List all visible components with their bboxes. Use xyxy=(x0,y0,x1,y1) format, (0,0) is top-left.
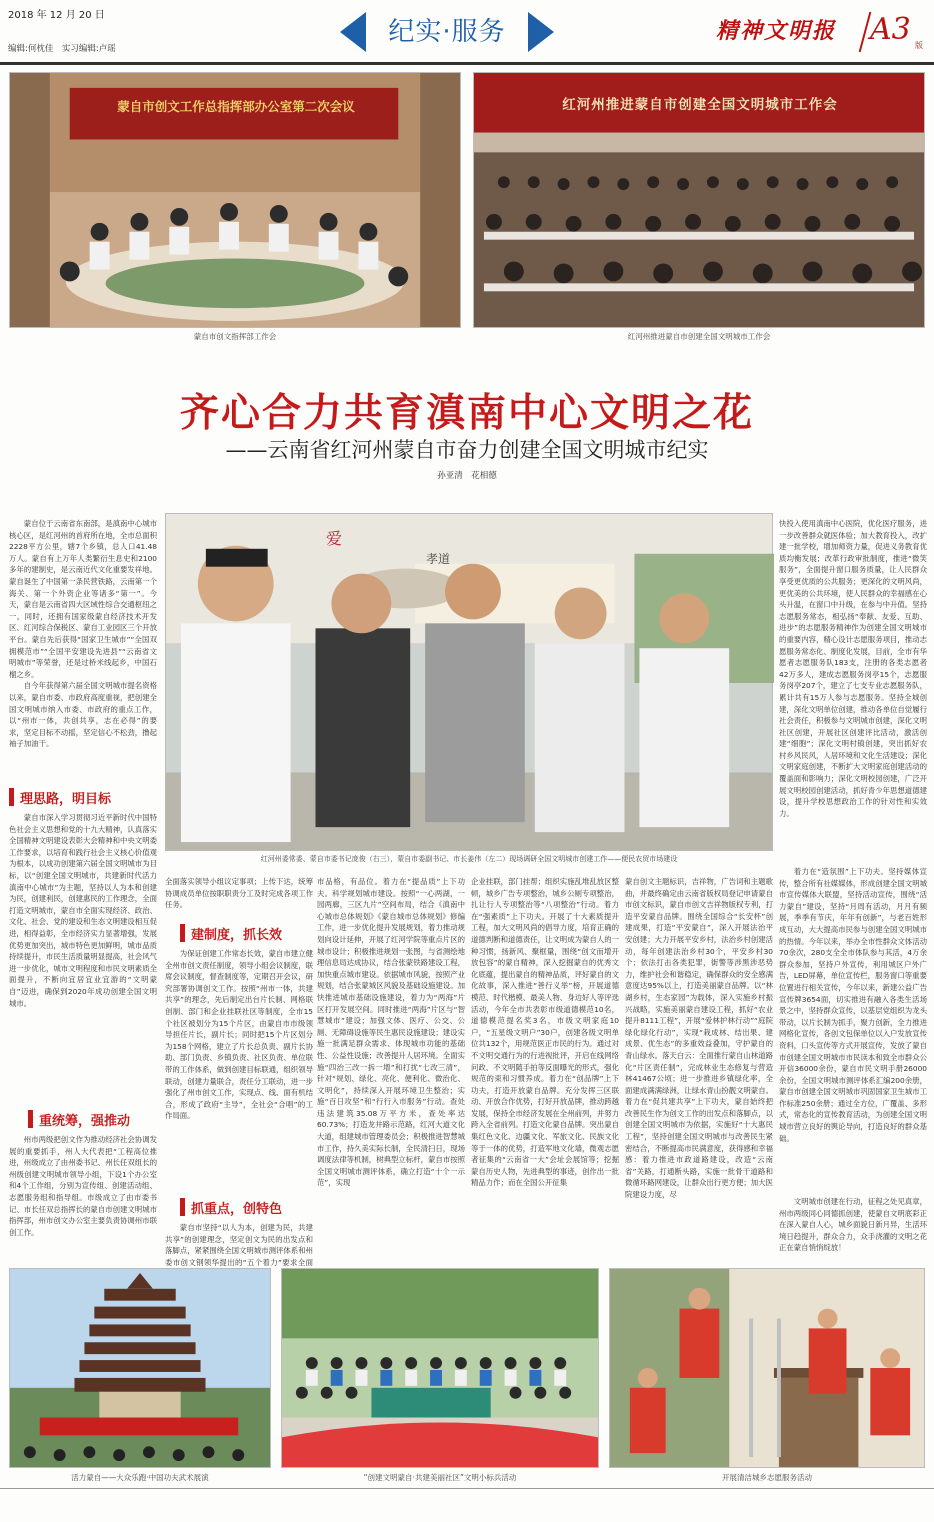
column-2c xyxy=(165,1222,313,1267)
photo-meeting-right xyxy=(473,72,925,328)
photo-meeting-left xyxy=(9,72,461,328)
caption-pagoda: 活力蒙自——大众乐跑·中国功夫武术展演 xyxy=(71,1473,209,1482)
section-title: 纪实·服务 xyxy=(388,17,506,47)
column-6 xyxy=(779,518,927,864)
subhead-goals: 理思路，明目标 xyxy=(9,786,157,808)
para-col2-top: 全面落实领导小组议定事项；上传下达，统筹协调成员单位按职职责分工及时完成各项工作任务。 xyxy=(165,877,313,910)
section-tab xyxy=(340,10,554,54)
column-1 xyxy=(9,518,157,750)
photo-volunteers xyxy=(609,1268,925,1468)
page-suffix: 版 xyxy=(915,41,923,50)
para-priorities: 蒙自市坚持“以人为本，创建为民，共建共享”的创建理念，坚定创文为民的出发点和落脚点，紧紧围绕全国文明城市测评体系和州委市创文钢领华提出的“五个着力”要求全面 xyxy=(165,1223,313,1267)
issue-date: 2018 年 12 月 20 日 xyxy=(8,10,105,21)
photo-sign-right: 孝道 xyxy=(426,552,451,566)
subhead-system: 建制度，抓长效 xyxy=(180,922,310,944)
subheadline: ——云南省红河州蒙自市奋力创建全国文明城市纪实 xyxy=(225,438,709,462)
para-goals: 蒙自市深入学习贯彻习近平新时代中国特色社会主义思想和党的十九大精神，认真落实全国精神文明建设表彰大会精神和中央文明委工作要求，以培育和践行社会主义核心价值观为根本，以成功创建第六届全国文明城市为目标，以“创建全国文明城市，共建新时代活力滇南中心城市”为主题，坚持以人为本和创建为民，创建利民，创建惠民的工作理念，全面打造文明城市，蒙自市全面实现经济、政治、文化、社会、党的建设和生态文明建设相互促进，相得益彰，全市经济实力显著增强，发展优势更加突出，城市特色更加鲜明，城市品质持续提升，市民生活质量明显提高，社会风气进一步优化，城市文明程度和市民文明素质全面提升，不断向宜居宜业宜游的“文明蒙自”迈进，确保到2020年成功创建全国文明城市。 xyxy=(9,813,157,1008)
para-col4: 企业挂联，部门挂帮；组织实施乱堆乱放区整顿，城乡广告专项整治，城乡公厕专项整治，扎让行人专项整治等“八项整治”行动。着力在“强素质”上下功夫。开展了十大素质提升工程，加大文明风尚的倡导力度，培育正确的道德判断和道德责任，让文明成为蒙自人的一种习惯，扬新风、聚框量，围绕“创文而增开放包容”的蒙自精神，深入挖掘蒙自的优秀文化底蕴，提出蒙自的精神品质，评好蒙自的文化故事，深入推进“善行义举”榜，开展道德模范、时代楷模、最美人物、身边好人等评选活动，今年全市共表彰市级道德模范10名，道德模范提名奖3名，市级文明家庭10户，“五星级文明户”30户，创建各级文明单位共132个，用规范医正市民的行为。通过对不文明交通行为的行进视批评，开启在线网络问政、不文明随手拍等反面曝光的形式，强化规范的束和习惯养成。着力在“创品牌”上下功夫，打造开放蒙自品牌。充分发挥三区联动、开放合作优势，打好开放品牌，推动跨越发展，保持全市经济发展在全州前列，并努力跨入全省前列。打造文化蒙自品牌。突出蒙自集红色文化、边疆文化、军旅文化、民族文化等于一体的优势，打造军地文化墙，微观志愿者征集的“云南省一大”会址会展馆等；挖掘蒙自历史人物，先进典型的事迹，创作出一批精品力作；而在全国公开征集 xyxy=(471,877,619,1188)
photo-children-group xyxy=(281,1268,599,1468)
masthead xyxy=(0,0,934,62)
column-6b xyxy=(779,866,927,1192)
para-col6-top: 快投入使用滇南中心医院，优化医疗服务，进一步改善群众就医体验；加大教育投入，改扩建一批学校，增加师资力量，促进义务教育优质均衡发展；改革行政审批制度，推进“微笑服务”，全面提升窗口服务质量，让人民群众享受更优质的公共服务；更深化的文明风尚，更优美的公共环境，使人民群众的幸福感在心头升温，在窗口中升级，在参与中升值。坚持志愿服务常态，相弘扬“奉献、友爱、互助、进步”的志愿服务精神作为创建全国文明城市的重要内容，精心设计志愿服务项目，推动志愿服务常态化、制度化发展，目前，全市有华愿者志愿服务队183支，注册的各类志愿者42万多人，建成志愿服务岗亭15个，志愿服务岗亭207个，建立了七支专业志愿服务队，累计共有15万人参与志愿服务。坚持全城创建，深化文明单位创建，推动各单位自觉履行社会责任，积极参与文明城市创建，深化文明社区创建，开展社区创建评比活动，激活创建“细胞”；深化文明村镇创建，突出抓好农村乡风民风，人居环境和文化生活建设；深化文明家庭创建，不断扩大文明家庭创建活动的覆盖面和影响力；深化文明校园创建，广泛开展文明校园创建活动，抓好青少年思想道德建设，提升学校思想政治工作的针对性和实效力。 xyxy=(779,519,927,818)
column-4 xyxy=(471,876,619,1254)
paper-name: 精神文明报 xyxy=(716,18,837,44)
caption-children-group: “创建文明蒙自·共建美丽社区”文明小标兵活动 xyxy=(363,1473,517,1482)
column-1b xyxy=(9,812,157,1096)
footer-rule xyxy=(0,1488,934,1489)
header-rule xyxy=(0,62,934,65)
meeting-banner-right: 红河州推进蒙自市创建全国文明城市工作会 xyxy=(562,97,838,113)
para-col6-bottom: 着力在“造氛围”上下功夫。坚持媒体宣传，整合所有社媒媒体，形成创建全国文明城市宣传媒体大联盟，坚持活动宣传，围绕“活力蒙自”建设，坚持“月周有活动，月月有频展，季季有节庆，年年有创新”，与老百姓形成互动，大大提高市民参与创建全国文明城市的热情。今年以来，举办全市性群众文体活动70余次，280支全全市体队参与其活，4万余群众参加，坚持户外宣传，利用城区户外广告，LED屏幕，单位宣传栏，服务窗口等重要位置进行相关宣传，今年以来，新建公益广告宣传牌3654面，切实推进有融入各类生活场景之中，坚持群众宣传，以基层党组织为龙头带动，以片长制为抓手，聚力创新，全力推进网格化宣传，各创文包保单位以入户发放宣传资料，口头宣传等方式开展宣传，发放了蒙自市创建全国文明城市市民读本和致全市群众公开信36000余份，蒙自市民文明手册26000余份，全国文明城市测评体系汇编200余册，蒙自市创建全国文明城市巩固国家卫生城市工作标准250余册；通过全方位，广覆盖、多形式，常态化的宣传教育活动，为创建全国文明城市营立良好的舆论导向，打造良好的群众基础。 xyxy=(779,867,927,1143)
arrow-right-icon xyxy=(528,12,554,52)
byline: 孙亚清 花相德 xyxy=(437,471,497,481)
column-1c xyxy=(9,1134,157,1252)
para-coordination: 州市两级把创文作为推动经济社会协调发展的重要抓手，州人大代表把“工程高位推进，州级成立了由州委书记、州长任双组长的州级创建文明城市领导小组，下设1个办公室和4个工作组，分别为宣传组、创建活动组、志愿服务组和指导组。市级成立了由市委书记、市长任双总指挥长的蒙自市创建文明城市指挥部，州市创文办公室主要负责协调州市联创工作。 xyxy=(9,1135,157,1237)
page-number: A3 xyxy=(870,12,911,47)
photo-pagoda xyxy=(9,1268,271,1468)
photo-field-visit xyxy=(165,513,773,851)
para-col6-end: 文明城市创建在行动，征程之处见真章，州市两级同心同德抓创建，使蒙自文明底彩正在深入蒙自人心，城乡面貌日新月异，生活环境日趋提升，群众合力，众手浇灌的文明之花正在蒙自悄悄绽放！ xyxy=(779,1197,927,1253)
para-intro: 蒙自位于云南省东南部，是滇南中心城市核心区，是红河州的首府所在地，全市总面积2228平方公里，辖7个乡镇，总人口41.48万人。蒙自有上万年人类繁衍生息史和2100多年的建制史，是云南近代文化重要发祥地。蒙自诞生了中国第一条民营铁路，云南第一个海关、第一个外资企业等诸多“第一”。今天，蒙自是云南省四大区域性综合交通枢纽之一。同时，还拥有国家级蒙自经济技术开发区、红河综合保税区、蒙自工业园区三个开放平台。蒙自先后获得“国家卫生城市”“全国双拥模范市”“全国平安建设先进县”“云南省文明城市”等荣誉，还是过桥米线起乡，中国石榴之乡。 xyxy=(9,519,157,679)
column-2b xyxy=(165,948,313,1184)
para-nomination: 自今年获得第六届全国文明城市提名资格以来，蒙自市委、市政府高度重视，把创建全国文明城市纳入市委、市政府的重点工作，以“州市一体，共创共享，志在必得”的要求，坚定目标不动摇，坚定信心不松劲，撸起袖子加油干。 xyxy=(9,681,157,749)
para-system: 为保证创建工作常态长效，蒙自市建立健全州市创文责任制度，领导小组会议制度，联席会议制度，督查制度等，定期召开会议，研究部署协调创文工作。按照“州市一体，共建共享”的理念，先后制定出台片长制、网格联创制、部门和企业挂联社区等制度，全市15个社区被划分为15个片区，由蒙自市市级领导担任片长，副片长；同时把15个片区划分为158个网格，建立了片长总负责、副片长协助、部门负责、乡镇负责、社区负责、单位联带的工作体系，做到创建目标联通，组织领导联动，创建力量联合，责任分工联动，进一步强化了州市创文工作，实现点、线、面有机结合，形成了政府“主导”，全社会“合唱”的工作局面。 xyxy=(165,949,313,1121)
headline: 齐心合力共育滇南中心文明之花 xyxy=(179,391,754,436)
column-2 xyxy=(165,876,313,912)
para-col3: 市品格，有品位。着力在“提品质”上下功夫。科学规划城市建设。按照“一心两湖，一园两廊，三区九片”空间布局，结合《滇南中心城市总体规划》《蒙自城市总体规划》修编工作，进一步优化提升发展规划，着力推动规划向设计延伸，开展了红河学院等重点片区的城市设计；积极推进规划一张图，与省测绘地理信息局达成协议，结合张蒙铁路建设工程，加快重点城市建设。依据城市风貌，按照产业规划，结合张蒙城区风貌及基础设施建设。加快推进城市基础设施建设，着力为“两海”片区打开发展空间。同时推进“两海”片区与“智慧城市”建设；加强文体、医疗、公交、公厕、无障碍设施等民生惠民设施建设；建设实施一批满足群众需求、体现城市功能的基础性、公益性设施；改善提升人居环境。全面实施“四治三改一拆一增”和打扰“七改三清”，针对“规划、绿化、亮化、便利化、微治化、文明化”，持续深入开展环境卫生整治；实施“百日攻坚”和“行行入市服务”行动。查处违法建筑35.08万平方米，查处率达60.73%；打造龙井路示范路，红河大道文化大道，组建城市管理委员会；积极推进智慧城市工作，持久美实际长制，全民清扫日，现场调度法律等机制，树典型立标杆，蒙自市按照全国文明城市测评体系，确立打造“十个一示范”，实现 xyxy=(317,877,465,1188)
column-6c xyxy=(779,1196,927,1254)
subhead-coordination: 重统筹，强推动 xyxy=(28,1108,163,1130)
caption-volunteers: 开展清洁城乡志愿服务活动 xyxy=(722,1473,812,1482)
caption-meeting-right: 红河州推进蒙自市创建全国文明城市工作会 xyxy=(627,332,771,341)
caption-field-visit: 红河州委常委、蒙自市委书记庞俊（右三），蒙自市委副书记、市长姜伟（左二）现场调研全国文明城市创建工作——便民农贸市场建设 xyxy=(260,855,678,863)
arrow-left-icon xyxy=(340,12,366,52)
caption-meeting-left: 蒙自市创文指挥部工作会 xyxy=(193,332,277,341)
subhead-priorities: 抓重点，创特色 xyxy=(180,1196,310,1218)
meeting-banner-left: 蒙自市创文工作总指挥部办公室第二次会议 xyxy=(117,99,355,114)
column-5 xyxy=(625,876,773,1254)
para-col5: 蒙自创文主题标识，吉祥物，广告词和主题歌曲，并最终确定由云南省版权局登记申请蒙自市创文标识，蒙自市创文吉祥物版权专利，打造平安蒙自品牌。围绕全国综合“长安杯”创建成果，打造“平安蒙自”，深入开展法治平安创建；大力开展平安乡村，法治乡村创建活动，每年创建法治乡村30个，平安乡村30个；依法打击各类犯罪，街警等涉黑涉恶势力，维护社会和谐稳定，确保群众的安全感满意度达95%以上，打造美丽蒙自品牌。以“林湖乡村，生态家园”为载体，深入实施乡村振兴战略，实施美丽蒙自建设工程，抓好“农业提升8111工程”，开展“爱林护林行动”“庭院绿化绿化行动”，实现“栽成林、结出果、建成景、优生态”的多重效益叠加，守护蒙自的青山绿水。落天白云：全面推行蒙自山林道路化“片区责任制”，完成林业生态修复与营造林41467公顷；进一步推进乡镇绿化率，全面建成满满绿洲，让绿水青山扮靓文明蒙自。着力在“促共建共享”上下功夫，蒙自始终把改善民生作为创文工作的出发点和落脚点，以创建全国文明城市为依据，实施好“十大惠民工程”，坚持创建全国文明城市与改善民生紧密结合，不断提高市民满意度，获得感和幸福感：着力推进市政道路建设，改造“云南省”关路，打通断头路，实施一批骨干道路和微循环路网建设，让群众出行更方便；加大医院建设力度，尽 xyxy=(625,877,773,1200)
photo-sign-left: 爱 xyxy=(326,529,343,548)
column-3 xyxy=(317,876,465,1254)
editor-credits: 编辑:何枕佳 实习编辑:卢瑶 xyxy=(8,44,116,54)
